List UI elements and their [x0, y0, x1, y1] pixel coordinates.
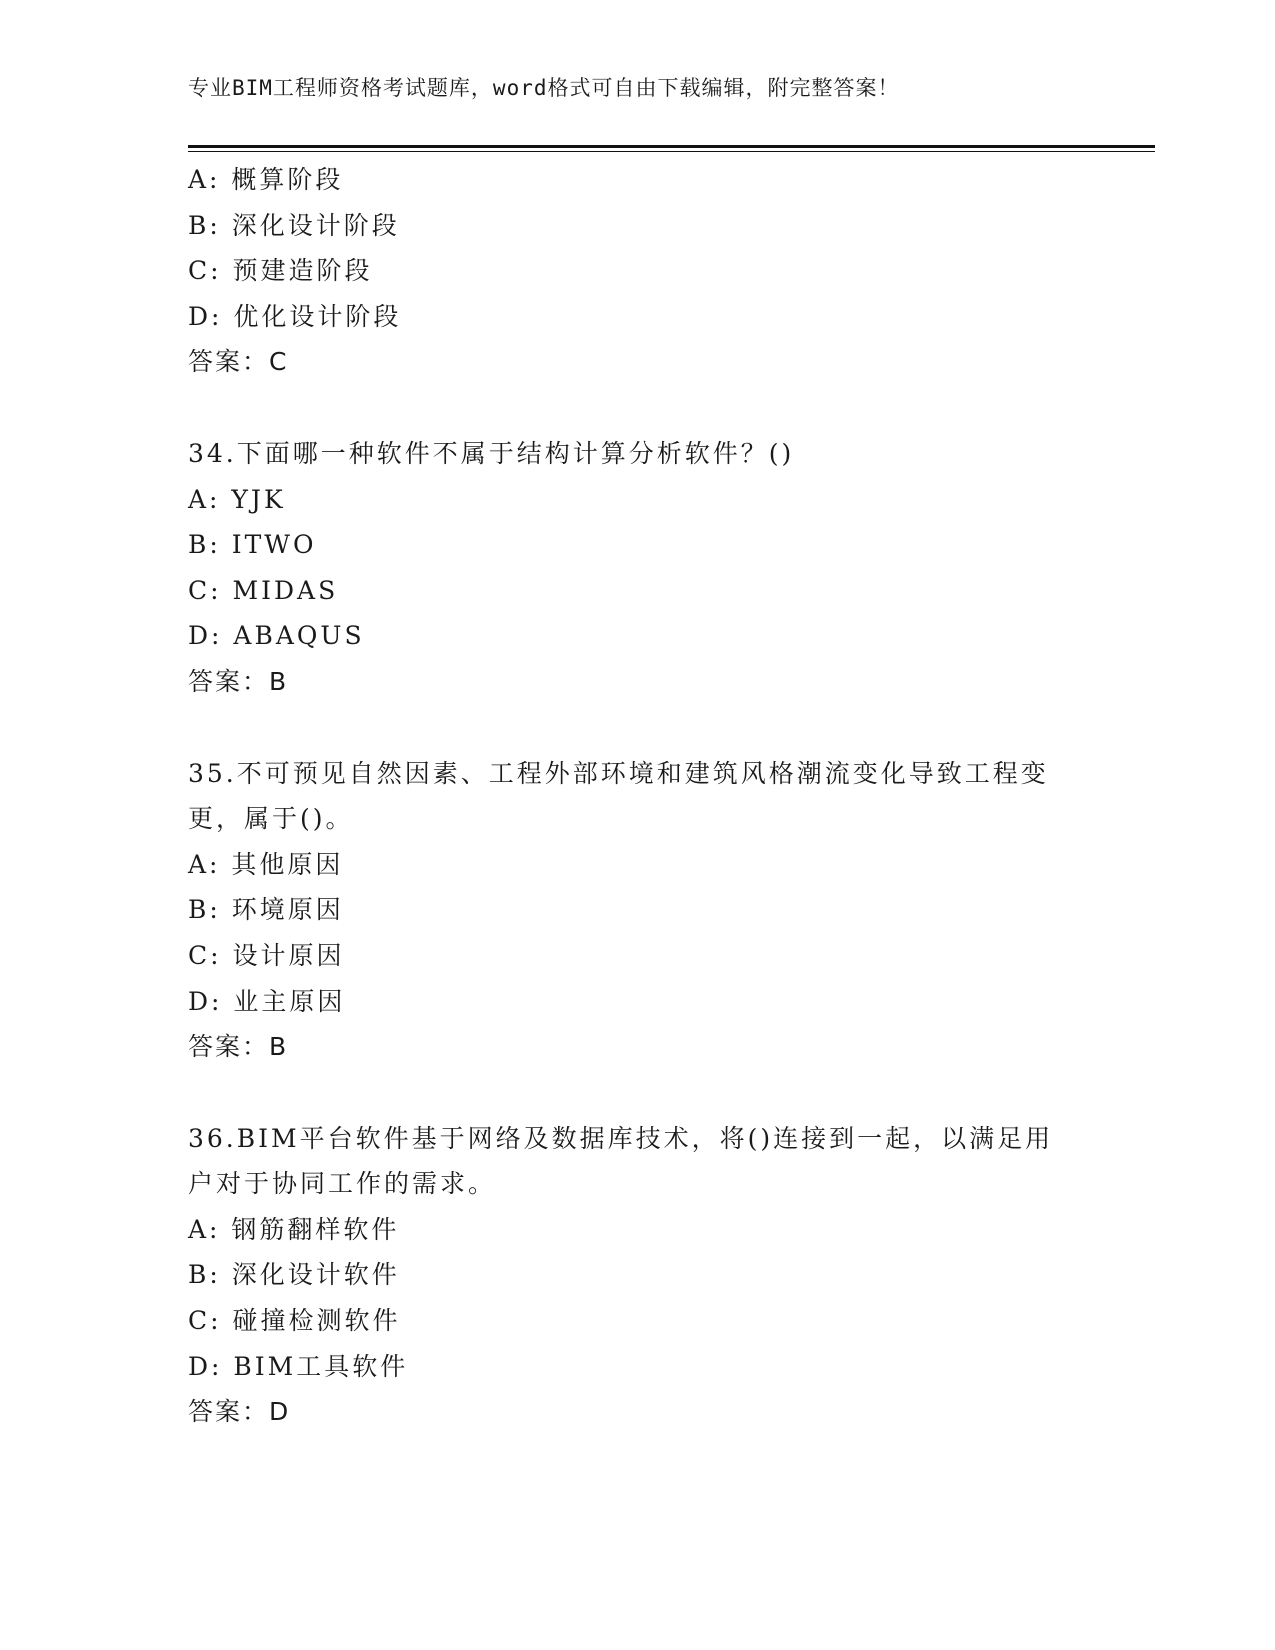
- option-d: D: BIM工具软件: [188, 1351, 409, 1381]
- option-b: B: 深化设计软件: [188, 1260, 400, 1290]
- option-b: B: 环境原因: [188, 895, 344, 925]
- question-block-36: [188, 1116, 1088, 1435]
- question-block-33: [188, 157, 1088, 385]
- spacer: [188, 1070, 1088, 1116]
- question-text: 36.BIM平台软件基于网络及数据库技术，将()连接到一起，以满足用户对于协同工作的需求。: [188, 1123, 1054, 1199]
- question-text: 35.不可预见自然因素、工程外部环境和建筑风格潮流变化导致工程变更，属于()。: [188, 758, 1049, 834]
- answer-line: 答案：B: [188, 1032, 289, 1062]
- option-c: C: 预建造阶段: [188, 256, 373, 286]
- option-b: B: 深化设计阶段: [188, 210, 400, 240]
- page-header: 专业BIM工程师资格考试题库，word格式可自由下载编辑，附完整答案！: [188, 76, 900, 100]
- option-c: C: MIDAS: [188, 575, 339, 605]
- answer-line: 答案：D: [188, 1397, 291, 1427]
- option-c: C: 设计原因: [188, 940, 345, 970]
- document-body: [188, 157, 1088, 1435]
- header-rule-thin: [188, 151, 1155, 152]
- question-block-35: [188, 751, 1088, 1070]
- question-text: 34.下面哪一种软件不属于结构计算分析软件？(): [188, 438, 795, 468]
- spacer: [188, 385, 1088, 431]
- answer-line: 答案：B: [188, 666, 289, 696]
- question-block-34: [188, 431, 1088, 705]
- option-a: A: 钢筋翻样软件: [188, 1214, 400, 1244]
- option-a: A: 其他原因: [188, 849, 344, 879]
- option-d: D: 业主原因: [188, 986, 346, 1016]
- option-a: A: 概算阶段: [188, 165, 344, 194]
- header-rule-thick: [188, 145, 1155, 148]
- option-b: B: ITWO: [188, 530, 317, 560]
- option-d: D: 优化设计阶段: [188, 301, 402, 331]
- spacer: [188, 705, 1088, 751]
- option-c: C: 碰撞检测软件: [188, 1306, 401, 1336]
- option-d: D: ABAQUS: [188, 621, 365, 651]
- answer-line: 答案：C: [188, 347, 289, 377]
- option-a: A: YJK: [188, 484, 286, 514]
